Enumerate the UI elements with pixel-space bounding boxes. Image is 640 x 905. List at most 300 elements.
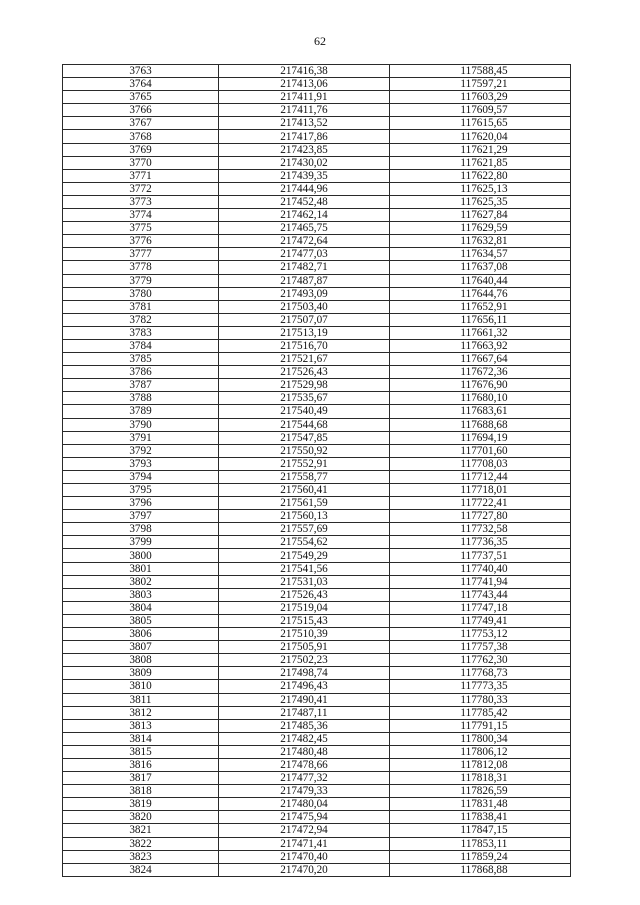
- y-coordinate-value: 117727,80: [460, 510, 508, 523]
- table-row: [63, 169, 571, 182]
- x-coordinate-cell: 217439,35: [219, 169, 390, 182]
- point-number-cell: 3764: [63, 78, 219, 91]
- y-coordinate-value: 117800,34: [460, 732, 508, 745]
- table-row: [63, 326, 571, 339]
- point-number-cell: 3822: [63, 837, 219, 850]
- y-coordinate-cell: [390, 706, 571, 719]
- y-coordinate-value: 117747,18: [460, 601, 508, 614]
- x-coordinate-cell: 217490,41: [219, 693, 390, 706]
- point-number-cell: 3798: [63, 523, 219, 536]
- x-coordinate-cell: 217544,68: [219, 418, 390, 431]
- table-row: [63, 444, 571, 457]
- point-number-cell: 3783: [63, 326, 219, 339]
- x-coordinate-cell: 217472,94: [219, 824, 390, 837]
- x-coordinate-cell: 217526,43: [219, 366, 390, 379]
- y-coordinate-value: 117737,51: [460, 549, 508, 562]
- y-coordinate-value: 117753,12: [460, 628, 508, 641]
- point-number-cell: 3765: [63, 91, 219, 104]
- point-number-cell: 3814: [63, 732, 219, 745]
- y-coordinate-value: 117818,31: [460, 772, 508, 785]
- x-coordinate-cell: 217526,43: [219, 588, 390, 601]
- table-row: [63, 261, 571, 274]
- point-number-cell: 3796: [63, 497, 219, 510]
- x-coordinate-cell: 217560,41: [219, 484, 390, 497]
- x-coordinate-cell: 217502,23: [219, 654, 390, 667]
- x-coordinate-cell: 217554,62: [219, 536, 390, 549]
- y-coordinate-cell: [390, 169, 571, 182]
- x-coordinate-cell: 217411,91: [219, 91, 390, 104]
- table-row: [63, 798, 571, 811]
- point-number-cell: 3823: [63, 850, 219, 863]
- table-row: [63, 222, 571, 235]
- x-coordinate-cell: 217416,38: [219, 65, 390, 78]
- x-coordinate-cell: 217444,96: [219, 182, 390, 195]
- x-coordinate-cell: 217487,87: [219, 274, 390, 287]
- y-coordinate-cell: [390, 732, 571, 745]
- x-coordinate-cell: 217480,04: [219, 798, 390, 811]
- y-coordinate-cell: [390, 457, 571, 470]
- y-coordinate-value: 117732,58: [460, 523, 508, 536]
- y-coordinate-value: 117806,12: [460, 745, 508, 758]
- y-coordinate-cell: [390, 575, 571, 588]
- y-coordinate-cell: [390, 431, 571, 444]
- y-coordinate-value: 117736,35: [460, 536, 508, 549]
- table-row: [63, 601, 571, 614]
- y-coordinate-cell: [390, 536, 571, 549]
- point-number-cell: 3804: [63, 601, 219, 614]
- y-coordinate-cell: [390, 863, 571, 876]
- y-coordinate-value: 117663,92: [460, 340, 508, 353]
- y-coordinate-cell: [390, 195, 571, 208]
- x-coordinate-cell: 217552,91: [219, 457, 390, 470]
- point-number-cell: 3779: [63, 274, 219, 287]
- point-number-cell: 3809: [63, 667, 219, 680]
- y-coordinate-value: 117708,03: [460, 457, 508, 470]
- point-number-cell: 3819: [63, 798, 219, 811]
- x-coordinate-cell: 217510,39: [219, 628, 390, 641]
- y-coordinate-value: 117621,85: [460, 156, 508, 169]
- x-coordinate-cell: 217535,67: [219, 392, 390, 405]
- y-coordinate-cell: [390, 235, 571, 248]
- point-number-cell: 3763: [63, 65, 219, 78]
- y-coordinate-value: 117712,44: [460, 470, 508, 483]
- y-coordinate-cell: [390, 811, 571, 824]
- y-coordinate-cell: [390, 470, 571, 483]
- table-row: [63, 693, 571, 706]
- x-coordinate-cell: 217498,74: [219, 667, 390, 680]
- y-coordinate-cell: [390, 837, 571, 850]
- x-coordinate-cell: 217462,14: [219, 209, 390, 222]
- point-number-cell: 3789: [63, 405, 219, 418]
- point-number-cell: 3772: [63, 182, 219, 195]
- x-coordinate-cell: 217430,02: [219, 156, 390, 169]
- point-number-cell: 3786: [63, 366, 219, 379]
- y-coordinate-value: 117634,57: [460, 248, 508, 261]
- table-row: [63, 758, 571, 771]
- y-coordinate-value: 117622,80: [460, 169, 508, 182]
- table-row: [63, 339, 571, 352]
- x-coordinate-cell: 217557,69: [219, 523, 390, 536]
- y-coordinate-value: 117826,59: [460, 785, 508, 798]
- x-coordinate-cell: 217477,32: [219, 772, 390, 785]
- point-number-cell: 3791: [63, 431, 219, 444]
- table-row: [63, 523, 571, 536]
- point-number-cell: 3770: [63, 156, 219, 169]
- table-row: [63, 614, 571, 627]
- point-number-cell: 3774: [63, 209, 219, 222]
- y-coordinate-value: 117694,19: [460, 431, 508, 444]
- y-coordinate-cell: [390, 484, 571, 497]
- table-row: [63, 143, 571, 156]
- x-coordinate-cell: 217531,03: [219, 575, 390, 588]
- y-coordinate-cell: [390, 379, 571, 392]
- y-coordinate-value: 117741,94: [460, 575, 508, 588]
- point-number-cell: 3806: [63, 628, 219, 641]
- point-number-cell: 3769: [63, 143, 219, 156]
- y-coordinate-cell: [390, 248, 571, 261]
- x-coordinate-cell: 217496,43: [219, 680, 390, 693]
- x-coordinate-cell: 217515,43: [219, 614, 390, 627]
- table-row: [63, 405, 571, 418]
- y-coordinate-value: 117785,42: [460, 706, 508, 719]
- y-coordinate-value: 117762,30: [460, 654, 508, 667]
- y-coordinate-value: 117620,04: [460, 130, 508, 143]
- x-coordinate-cell: 217423,85: [219, 143, 390, 156]
- y-coordinate-cell: [390, 601, 571, 614]
- y-coordinate-value: 117812,08: [460, 759, 508, 772]
- y-coordinate-cell: [390, 209, 571, 222]
- y-coordinate-cell: [390, 824, 571, 837]
- point-number-cell: 3794: [63, 470, 219, 483]
- y-coordinate-cell: [390, 850, 571, 863]
- x-coordinate-cell: 217550,92: [219, 444, 390, 457]
- y-coordinate-cell: [390, 785, 571, 798]
- table-row: [63, 209, 571, 222]
- y-coordinate-cell: [390, 65, 571, 78]
- x-coordinate-cell: 217479,33: [219, 785, 390, 798]
- point-number-cell: 3803: [63, 588, 219, 601]
- point-number-cell: 3782: [63, 313, 219, 326]
- y-coordinate-value: 117615,65: [460, 117, 508, 130]
- y-coordinate-cell: [390, 745, 571, 758]
- coordinates-table: [62, 64, 571, 877]
- table-row: [63, 863, 571, 876]
- table-row: [63, 457, 571, 470]
- x-coordinate-cell: 217521,67: [219, 353, 390, 366]
- y-coordinate-cell: [390, 444, 571, 457]
- table-row: [63, 628, 571, 641]
- table-row: [63, 392, 571, 405]
- page-number: 62: [314, 34, 326, 48]
- x-coordinate-cell: 217561,59: [219, 497, 390, 510]
- x-coordinate-cell: 217482,45: [219, 732, 390, 745]
- y-coordinate-cell: [390, 353, 571, 366]
- table-row: [63, 195, 571, 208]
- point-number-cell: 3821: [63, 824, 219, 837]
- x-coordinate-cell: 217417,86: [219, 130, 390, 143]
- table-row: [63, 745, 571, 758]
- x-coordinate-cell: 217540,49: [219, 405, 390, 418]
- y-coordinate-value: 117859,24: [460, 850, 508, 863]
- y-coordinate-value: 117701,60: [460, 444, 508, 457]
- y-coordinate-cell: [390, 300, 571, 313]
- y-coordinate-value: 117688,68: [460, 418, 508, 431]
- table-row: [63, 104, 571, 117]
- point-number-cell: 3766: [63, 104, 219, 117]
- y-coordinate-cell: [390, 641, 571, 654]
- x-coordinate-cell: 217560,13: [219, 510, 390, 523]
- point-number-cell: 3771: [63, 169, 219, 182]
- point-number-cell: 3824: [63, 863, 219, 876]
- y-coordinate-cell: [390, 91, 571, 104]
- y-coordinate-cell: [390, 523, 571, 536]
- y-coordinate-value: 117656,11: [460, 313, 508, 326]
- table-row: [63, 287, 571, 300]
- point-number-cell: 3817: [63, 772, 219, 785]
- point-number-cell: 3810: [63, 680, 219, 693]
- x-coordinate-cell: 217505,91: [219, 641, 390, 654]
- y-coordinate-cell: [390, 680, 571, 693]
- table-row: [63, 313, 571, 326]
- y-coordinate-value: 117722,41: [460, 497, 508, 510]
- y-coordinate-cell: [390, 549, 571, 562]
- y-coordinate-cell: [390, 418, 571, 431]
- y-coordinate-cell: [390, 104, 571, 117]
- x-coordinate-cell: 217477,03: [219, 248, 390, 261]
- y-coordinate-value: 117597,21: [460, 78, 508, 91]
- y-coordinate-value: 117644,76: [460, 287, 508, 300]
- point-number-cell: 3773: [63, 195, 219, 208]
- point-number-cell: 3812: [63, 706, 219, 719]
- table-row: [63, 588, 571, 601]
- table-row: [63, 274, 571, 287]
- y-coordinate-cell: [390, 719, 571, 732]
- point-number-cell: 3778: [63, 261, 219, 274]
- y-coordinate-value: 117768,73: [460, 667, 508, 680]
- y-coordinate-cell: [390, 78, 571, 91]
- table-row: [63, 811, 571, 824]
- y-coordinate-value: 117676,90: [460, 379, 508, 392]
- table-row: [63, 680, 571, 693]
- x-coordinate-cell: 217513,19: [219, 326, 390, 339]
- y-coordinate-value: 117740,40: [460, 562, 508, 575]
- table-row: [63, 65, 571, 78]
- y-coordinate-value: 117588,45: [460, 65, 508, 78]
- y-coordinate-cell: [390, 614, 571, 627]
- y-coordinate-cell: [390, 130, 571, 143]
- y-coordinate-value: 117831,48: [460, 798, 508, 811]
- coordinates-table-body: [63, 65, 571, 877]
- point-number-cell: 3785: [63, 353, 219, 366]
- y-coordinate-cell: [390, 366, 571, 379]
- x-coordinate-cell: 217558,77: [219, 470, 390, 483]
- point-number-cell: 3792: [63, 444, 219, 457]
- point-number-cell: 3807: [63, 641, 219, 654]
- y-coordinate-cell: [390, 667, 571, 680]
- table-row: [63, 248, 571, 261]
- x-coordinate-cell: 217482,71: [219, 261, 390, 274]
- y-coordinate-cell: [390, 261, 571, 274]
- y-coordinate-value: 117629,59: [460, 222, 508, 235]
- point-number-cell: 3813: [63, 719, 219, 732]
- y-coordinate-value: 117672,36: [460, 366, 508, 379]
- table-row: [63, 156, 571, 169]
- y-coordinate-value: 117791,15: [460, 719, 508, 732]
- y-coordinate-cell: [390, 392, 571, 405]
- point-number-cell: 3820: [63, 811, 219, 824]
- y-coordinate-cell: [390, 628, 571, 641]
- point-number-cell: 3799: [63, 536, 219, 549]
- y-coordinate-value: 117680,10: [460, 392, 508, 405]
- y-coordinate-cell: [390, 562, 571, 575]
- y-coordinate-value: 117847,15: [460, 824, 508, 837]
- table-row: [63, 824, 571, 837]
- point-number-cell: 3780: [63, 287, 219, 300]
- y-coordinate-value: 117627,84: [460, 209, 508, 222]
- point-number-cell: 3795: [63, 484, 219, 497]
- x-coordinate-cell: 217487,11: [219, 706, 390, 719]
- table-row: [63, 719, 571, 732]
- point-number-cell: 3777: [63, 248, 219, 261]
- table-row: [63, 182, 571, 195]
- x-coordinate-cell: 217503,40: [219, 300, 390, 313]
- y-coordinate-cell: [390, 313, 571, 326]
- table-row: [63, 575, 571, 588]
- y-coordinate-cell: [390, 693, 571, 706]
- x-coordinate-cell: 217493,09: [219, 287, 390, 300]
- x-coordinate-cell: 217475,94: [219, 811, 390, 824]
- point-number-cell: 3818: [63, 785, 219, 798]
- point-number-cell: 3811: [63, 693, 219, 706]
- y-coordinate-value: 117625,13: [460, 182, 508, 195]
- y-coordinate-value: 117780,33: [460, 693, 508, 706]
- point-number-cell: 3776: [63, 235, 219, 248]
- y-coordinate-value: 117838,41: [460, 811, 508, 824]
- y-coordinate-cell: [390, 222, 571, 235]
- y-coordinate-value: 117718,01: [460, 484, 508, 497]
- y-coordinate-cell: [390, 143, 571, 156]
- x-coordinate-cell: 217472,64: [219, 235, 390, 248]
- y-coordinate-value: 117853,11: [460, 837, 508, 850]
- point-number-cell: 3788: [63, 392, 219, 405]
- table-row: [63, 654, 571, 667]
- x-coordinate-cell: 217547,85: [219, 431, 390, 444]
- y-coordinate-value: 117652,91: [460, 300, 508, 313]
- x-coordinate-cell: 217485,36: [219, 719, 390, 732]
- table-row: [63, 510, 571, 523]
- point-number-cell: 3787: [63, 379, 219, 392]
- y-coordinate-cell: [390, 117, 571, 130]
- table-row: [63, 418, 571, 431]
- y-coordinate-cell: [390, 182, 571, 195]
- y-coordinate-value: 117640,44: [460, 274, 508, 287]
- y-coordinate-cell: [390, 287, 571, 300]
- table-row: [63, 549, 571, 562]
- table-row: [63, 130, 571, 143]
- table-row: [63, 497, 571, 510]
- point-number-cell: 3800: [63, 549, 219, 562]
- y-coordinate-cell: [390, 654, 571, 667]
- table-row: [63, 785, 571, 798]
- point-number-cell: 3784: [63, 339, 219, 352]
- table-row: [63, 837, 571, 850]
- x-coordinate-cell: 217549,29: [219, 549, 390, 562]
- table-row: [63, 850, 571, 863]
- x-coordinate-cell: 217411,76: [219, 104, 390, 117]
- table-row: [63, 78, 571, 91]
- point-number-cell: 3815: [63, 745, 219, 758]
- y-coordinate-cell: [390, 156, 571, 169]
- point-number-cell: 3768: [63, 130, 219, 143]
- point-number-cell: 3816: [63, 758, 219, 771]
- y-coordinate-cell: [390, 405, 571, 418]
- table-row: [63, 300, 571, 313]
- table-row: [63, 772, 571, 785]
- x-coordinate-cell: 217470,40: [219, 850, 390, 863]
- table-row: [63, 536, 571, 549]
- table-row: [63, 641, 571, 654]
- y-coordinate-cell: [390, 798, 571, 811]
- y-coordinate-value: 117632,81: [460, 235, 508, 248]
- x-coordinate-cell: 217516,70: [219, 339, 390, 352]
- x-coordinate-cell: 217541,56: [219, 562, 390, 575]
- x-coordinate-cell: 217413,06: [219, 78, 390, 91]
- point-number-cell: 3808: [63, 654, 219, 667]
- table-row: [63, 706, 571, 719]
- table-row: [63, 91, 571, 104]
- y-coordinate-value: 117621,29: [460, 143, 508, 156]
- table-row: [63, 117, 571, 130]
- point-number-cell: 3797: [63, 510, 219, 523]
- y-coordinate-cell: [390, 497, 571, 510]
- y-coordinate-cell: [390, 772, 571, 785]
- y-coordinate-value: 117743,44: [460, 588, 508, 601]
- x-coordinate-cell: 217470,20: [219, 863, 390, 876]
- point-number-cell: 3767: [63, 117, 219, 130]
- table-row: [63, 484, 571, 497]
- x-coordinate-cell: 217471,41: [219, 837, 390, 850]
- y-coordinate-value: 117757,38: [460, 641, 508, 654]
- table-row: [63, 732, 571, 745]
- point-number-cell: 3781: [63, 300, 219, 313]
- y-coordinate-value: 117749,41: [460, 614, 508, 627]
- table-row: [63, 562, 571, 575]
- y-coordinate-value: 117661,32: [460, 326, 508, 339]
- y-coordinate-value: 117625,35: [460, 195, 508, 208]
- y-coordinate-cell: [390, 510, 571, 523]
- x-coordinate-cell: 217465,75: [219, 222, 390, 235]
- y-coordinate-value: 117637,08: [460, 261, 508, 274]
- y-coordinate-cell: [390, 274, 571, 287]
- x-coordinate-cell: 217529,98: [219, 379, 390, 392]
- y-coordinate-value: 117667,64: [460, 353, 508, 366]
- y-coordinate-value: 117683,61: [460, 405, 508, 418]
- x-coordinate-cell: 217452,48: [219, 195, 390, 208]
- x-coordinate-cell: 217480,48: [219, 745, 390, 758]
- table-row: [63, 431, 571, 444]
- y-coordinate-cell: [390, 339, 571, 352]
- table-row: [63, 379, 571, 392]
- y-coordinate-value: 117773,35: [460, 680, 508, 693]
- x-coordinate-cell: 217507,07: [219, 313, 390, 326]
- point-number-cell: 3801: [63, 562, 219, 575]
- x-coordinate-cell: 217478,66: [219, 758, 390, 771]
- table-row: [63, 353, 571, 366]
- point-number-cell: 3802: [63, 575, 219, 588]
- x-coordinate-cell: 217413,52: [219, 117, 390, 130]
- table-row: [63, 235, 571, 248]
- y-coordinate-cell: [390, 758, 571, 771]
